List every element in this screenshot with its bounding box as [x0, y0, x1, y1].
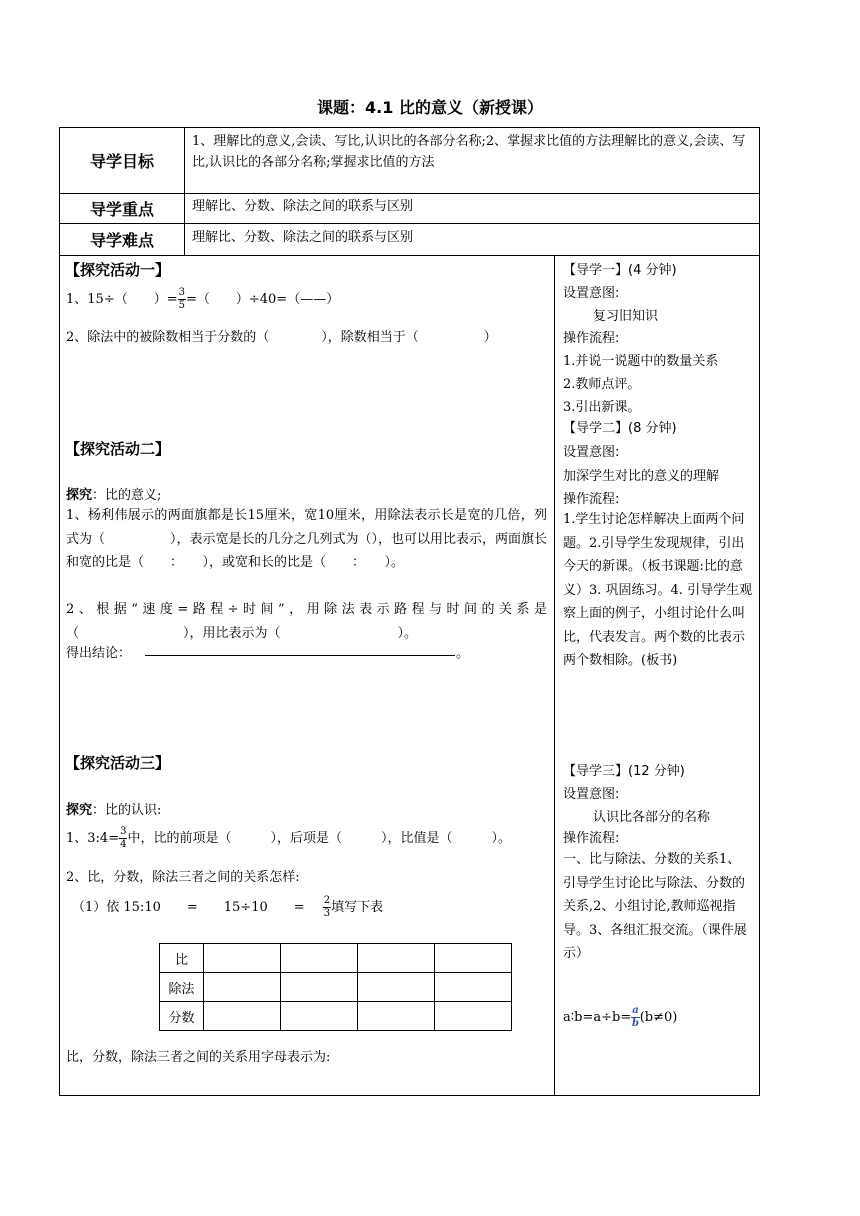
- column-divider: [554, 255, 555, 1096]
- activity-3-title: 【探究活动三】: [65, 754, 171, 772]
- guide-2-purpose: 加深学生对比的意义的理解: [563, 469, 720, 484]
- guide-2-flow-label: 操作流程:: [563, 492, 620, 507]
- table-cell[interactable]: [281, 1002, 358, 1031]
- difficulties-label: 导学难点: [60, 224, 185, 255]
- guide-1-purpose: 复习旧知识: [593, 309, 659, 324]
- guide-1-purpose-label: 设置意图:: [563, 286, 620, 301]
- conclusion-label: 得出结论：: [66, 646, 132, 661]
- fraction-denominator: 3: [323, 908, 331, 919]
- guide-3-steps: 一、比与除法、分数的关系1、引导学生讨论比与除法、分数的关系,2、小组讨论,教师巡视指导。3、各组汇报交流。（课件展示）: [563, 852, 747, 961]
- activity-2-title: 【探究活动二】: [65, 440, 171, 458]
- difficulties-text: 理解比、分数、除法之间的联系与区别: [192, 230, 414, 245]
- fraction-numerator: 3: [178, 287, 185, 298]
- row-label-ratio: 比: [160, 944, 204, 973]
- fill-in-table: [159, 943, 512, 1031]
- table-cell[interactable]: [358, 973, 435, 1002]
- table-cell[interactable]: [435, 973, 512, 1002]
- activity-3-final-question: 比，分数，除法三者之间的关系用字母表示为:: [66, 1050, 331, 1065]
- table-cell[interactable]: [435, 944, 512, 973]
- guide-2-purpose-label: 设置意图:: [563, 445, 620, 460]
- activity-1-question-1: [66, 287, 339, 312]
- formula-part-a: a∶b=a÷b=: [563, 1010, 632, 1025]
- objectives-text: 1、理解比的意义,会读、写比,认识比的各部分名称;2、掌握求比值的方法理解比的意义,会读、写比,认识比的各部分名称;掌握求比值的方法: [192, 134, 746, 170]
- a3-q1-part-a: 1、3:4=: [66, 831, 120, 846]
- table-cell[interactable]: [281, 944, 358, 973]
- a1-q1-part-a: 1、15÷（ ）=: [66, 292, 178, 307]
- guide-3-purpose: 认识比各部分的名称: [593, 810, 711, 825]
- guide-3-title: 【导学三】(12 分钟): [563, 764, 685, 779]
- difficulties-row: [59, 224, 760, 256]
- activity-3-intro: [66, 799, 161, 818]
- guide-3-flow-label: 操作流程:: [563, 831, 620, 846]
- guide-1-step-3: 3.引出新课。: [563, 400, 641, 415]
- table-cell[interactable]: [281, 973, 358, 1002]
- table-cell[interactable]: [204, 973, 281, 1002]
- row-label-division: 除法: [160, 973, 204, 1002]
- table-cell[interactable]: [358, 944, 435, 973]
- table-row: [160, 944, 512, 973]
- ratio-formula: [563, 1005, 677, 1030]
- row-label-fraction: 分数: [160, 1002, 204, 1031]
- guide-1-flow-label: 操作流程:: [563, 331, 620, 346]
- conclusion-answer-line: [145, 655, 455, 656]
- table-row: [160, 1002, 512, 1031]
- fraction-numerator: 3: [120, 826, 127, 837]
- a3-q3-part-a: （1）依 15:10 = 15÷10 =: [72, 900, 305, 915]
- key-points-text: 理解比、分数、除法之间的联系与区别: [192, 199, 414, 214]
- guide-2-steps: 1.学生讨论怎样解决上面两个问题。2.引导学生发现规律，引出今天的新课。（板书课题:比的意义）3. 巩固练习。4. 引导学生观察上面的例子，小组讨论什么叫比，代表发言。两个数的比表示两个数相除。(板书): [563, 512, 753, 668]
- guide-1-step-2: 2.教师点评。: [563, 377, 641, 392]
- key-points-row: [59, 193, 760, 224]
- a1-q1-fraction: [178, 287, 186, 312]
- explore-topic: ：比的意义;: [92, 488, 162, 503]
- fraction-numerator: 2: [323, 895, 331, 906]
- guide-2-title: 【导学二】(8 分钟): [563, 421, 677, 436]
- activity-2-para-2: 2、根据“速度=路程÷时间”，用除法表示路程与时间的关系是（ ），用比表示为（ ）。: [66, 602, 547, 641]
- table-cell[interactable]: [204, 1002, 281, 1031]
- guide-1-step-1: 1.并说一说题中的数量关系: [563, 354, 719, 369]
- activity-3-question-3: [72, 895, 383, 920]
- activity-3-question-1: [66, 826, 511, 851]
- formula-fraction: [631, 1005, 639, 1030]
- activity-2-intro: [66, 484, 161, 503]
- a3-q3-fraction: [323, 895, 331, 920]
- activity-1-title: 【探究活动一】: [65, 261, 171, 279]
- a1-q1-part-b: =（ ）÷40=（——）: [185, 292, 340, 307]
- activity-2-para-1: 1、杨利伟展示的两面旗都是长15厘米，宽10厘米，用除法表示长是宽的几倍，列式为（ ），表示宽是长的几分之几列式为（），也可以用比表示，两面旗长和宽的比是（ ： ），或宽和长的比是（ ： ）。: [66, 508, 548, 570]
- table-row: [160, 973, 512, 1002]
- activity-3-question-2: 2、比，分数，除法三者之间的关系怎样:: [66, 870, 300, 885]
- key-points-label: 导学重点: [60, 193, 185, 223]
- activity-1-question-2: 2、除法中的被除数相当于分数的（ ），除数相当于（ ）: [66, 330, 497, 345]
- table-cell[interactable]: [358, 1002, 435, 1031]
- fraction-numerator: a: [632, 1005, 639, 1016]
- formula-part-b: (b≠0): [639, 1010, 678, 1025]
- table-cell[interactable]: [435, 1002, 512, 1031]
- explore-label: 探究: [66, 488, 93, 503]
- a3-q1-part-b: 中，比的前项是（ ），后项是（ ），比值是（ ）。: [127, 831, 511, 846]
- explore-label: 探究: [66, 803, 93, 818]
- explore-topic: ：比的认识:: [92, 803, 162, 818]
- conclusion-period: 。: [456, 646, 470, 661]
- fraction-denominator: b: [631, 1018, 639, 1029]
- page-title: 课题：4.1 比的意义（新授课）: [317, 98, 543, 117]
- guide-3-purpose-label: 设置意图:: [563, 787, 620, 802]
- fraction-denominator: 5: [178, 300, 185, 311]
- table-cell[interactable]: [204, 944, 281, 973]
- guide-1-title: 【导学一】(4 分钟): [563, 263, 677, 278]
- a3-q3-part-b: 填写下表: [331, 900, 384, 915]
- objectives-label: 导学目标: [60, 128, 185, 193]
- fraction-denominator: 4: [120, 839, 127, 850]
- objectives-row: [59, 127, 760, 194]
